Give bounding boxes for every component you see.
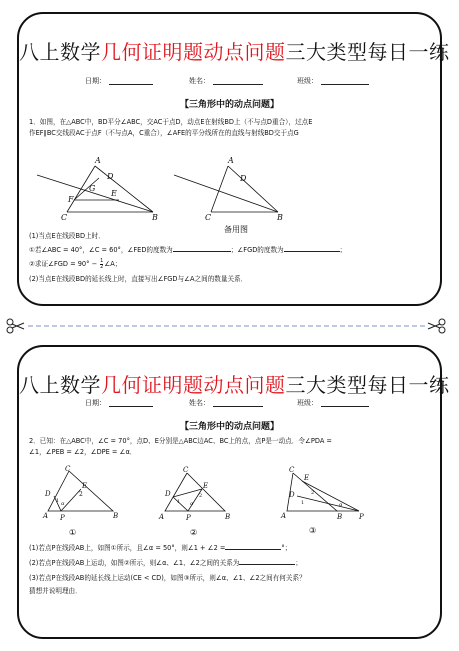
label-G: G — [89, 184, 96, 193]
fig3-caption: ③ — [309, 526, 317, 535]
scissors-icon-left — [7, 319, 24, 333]
label-A: A — [95, 156, 101, 165]
card2-problem-line2: ∠1，∠PEB = ∠2，∠DPE = ∠α． — [29, 447, 137, 456]
card2-q2: (2)若点P在线段AB上运动，如图②所示，则∠α、∠1、∠2之间的关系为 ； — [29, 559, 302, 567]
fig1-caption: ① — [69, 528, 77, 537]
f1-label-E: E — [82, 482, 88, 490]
label-E: E — [111, 189, 117, 198]
card1-q2: (2)当点E在线段BD的延长线上时，直接写出∠FGD与∠A之间的数量关系． — [29, 275, 248, 283]
card2-figure-2 — [157, 466, 247, 541]
card2-section-heading: 【三角形中的动点问题】 — [179, 422, 279, 432]
f2-label-D: D — [165, 490, 171, 498]
fig2-caption: ② — [190, 528, 198, 537]
card1-aux-figure — [174, 154, 304, 234]
f3-label-2: 2 — [311, 490, 315, 496]
f3-label-E: E — [304, 474, 310, 482]
f3-label-D: D — [289, 491, 295, 499]
class-label: 班级： — [297, 77, 318, 85]
f2-label-B: B — [225, 513, 231, 521]
label-F: F — [68, 195, 74, 204]
f2-label-P: P — [186, 514, 191, 522]
f3-label-P: P — [359, 513, 364, 521]
label-C: C — [61, 213, 68, 222]
f2-label-C: C — [183, 466, 189, 474]
card2-figure-1 — [41, 467, 131, 539]
f3-label-A: A — [281, 512, 287, 520]
answer-blank-relation[interactable] — [239, 558, 295, 565]
aux-figure-caption: 备用图 — [224, 225, 248, 234]
card2-problem-text — [29, 436, 430, 457]
name-field-2[interactable] — [213, 398, 263, 407]
f1-label-A: A — [43, 512, 49, 520]
worksheet-card-1 — [17, 12, 450, 306]
answer-blank-fed[interactable] — [173, 245, 231, 252]
card2-q3-line2: 猜想并说明理由． — [29, 587, 82, 595]
f1-label-1: 1 — [56, 498, 60, 504]
class-field-2[interactable] — [321, 398, 369, 407]
date-field[interactable] — [109, 76, 153, 85]
f1-label-2: 2 — [79, 491, 83, 498]
card2-problem-line1: 2．已知：在△ABC中，∠C = 70°，点D、E分别是△ABC边AC、BC上的点，点P是一动点．令∠PDA = — [29, 437, 332, 445]
class-label-2: 班级： — [297, 399, 318, 407]
f1-label-B: B — [113, 512, 119, 520]
f3-label-1: 1 — [301, 500, 305, 506]
aux-label-D: D — [240, 174, 247, 183]
f3-label-B: B — [337, 513, 343, 521]
scissors-icon-right — [428, 319, 445, 333]
f2-label-E: E — [203, 482, 209, 490]
f1-label-P: P — [60, 514, 65, 522]
card1-q1a: ①若∠ABC = 40°，∠C = 60°，∠FED的度数为 ；∠FGD的度数为 ； — [29, 246, 347, 254]
card1-problem-text — [29, 117, 430, 138]
answer-blank-sum[interactable] — [225, 543, 281, 550]
f2-label-A: A — [159, 513, 165, 521]
card1-main-figure — [37, 154, 167, 224]
aux-label-A: A — [228, 156, 234, 165]
class-field[interactable] — [321, 76, 369, 85]
card1-problem-line2: 作EF∥BC交线段AC于点F（不与点A，C重合），∠AFE的平分线所在的直线与射线BD交于点G — [29, 128, 299, 137]
card1-section-heading: 【三角形中的动点问题】 — [179, 100, 279, 110]
aux-label-C: C — [205, 213, 212, 222]
f2-label-2: 2 — [199, 493, 203, 499]
name-label: 姓名： — [189, 77, 210, 85]
date-label-2: 日期： — [85, 399, 106, 407]
worksheet-card-2 — [17, 345, 450, 639]
f2-label-1: 1 — [177, 499, 181, 505]
card2-q1: (1)若点P在线段AB上，如图①所示，且∠α = 50°，则∠1 + ∠2 = °； — [29, 544, 292, 552]
f3-label-C: C — [289, 466, 295, 474]
label-D: D — [107, 172, 114, 181]
f1-label-D: D — [45, 490, 51, 498]
date-field-2[interactable] — [109, 398, 153, 407]
card2-q3: (3)若点P在线段AB的延长线上运动(CE < CD)，如图③所示，则∠α、∠1、∠2之间有何关系？ — [29, 574, 306, 582]
f3-label-alpha: α — [339, 502, 343, 508]
cut-line — [0, 318, 459, 334]
f1-label-alpha: α — [61, 501, 65, 507]
card1-q1: (1)当点E在线段BD上时． — [29, 232, 105, 240]
name-label-2: 姓名： — [189, 399, 210, 407]
card2-title: 八上数学几何证明题动点问题三大类型每日一练 — [19, 373, 450, 397]
label-B: B — [152, 213, 158, 222]
answer-blank-fgd[interactable] — [284, 245, 340, 252]
card2-figure-3 — [277, 467, 377, 539]
card1-q1b: ②求证∠FGD = 90° − $\frac{1}{2}$ ∠A； — [29, 257, 122, 270]
card1-problem-line1: 1．如图，在△ABC中，BD平分∠ABC，交AC于点D，动点E在射线BD上（不与点D重合），过点E — [29, 118, 313, 126]
f2-label-alpha: α — [190, 501, 194, 507]
name-field[interactable] — [213, 76, 263, 85]
f1-label-C: C — [65, 465, 71, 473]
card1-title: 八上数学几何证明题动点问题三大类型每日一练 — [19, 40, 450, 64]
fraction-half: $\frac{1}{2}$ — [100, 257, 104, 270]
aux-label-B: B — [277, 213, 283, 222]
date-label: 日期： — [85, 77, 106, 85]
